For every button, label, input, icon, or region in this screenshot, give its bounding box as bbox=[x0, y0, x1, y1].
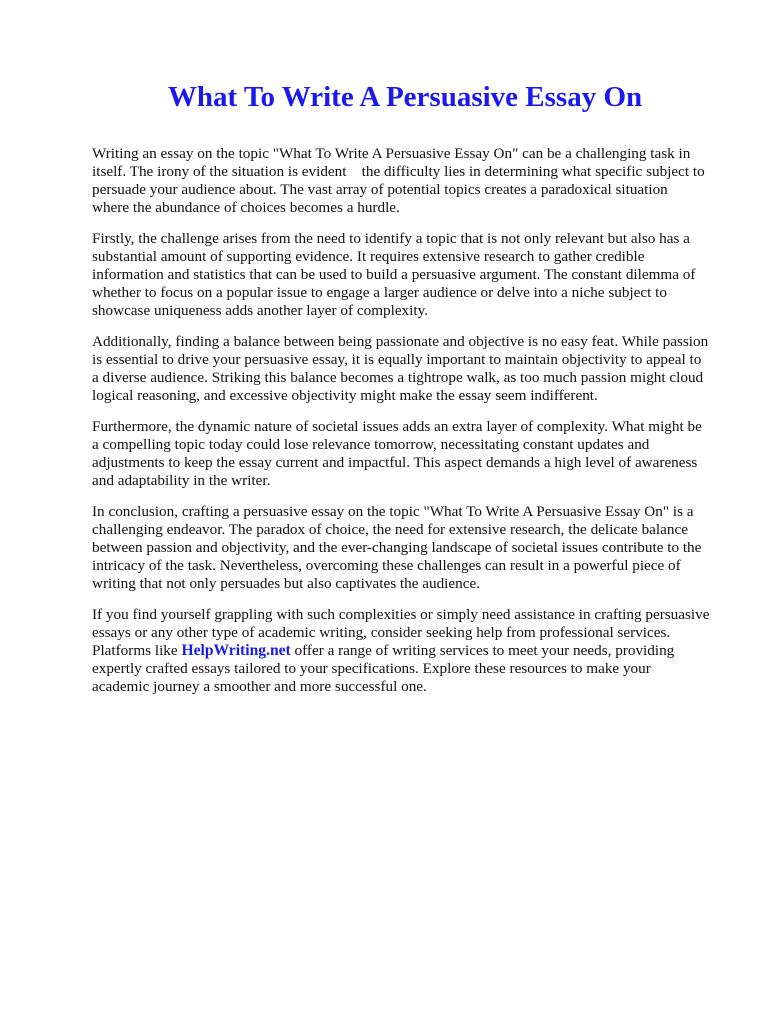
paragraph-line: essays or any other type of academic writing, consider seeking help from professional services. bbox=[92, 624, 671, 641]
paragraph-line: In conclusion, crafting a persuasive essay on the topic "What To Write A Persuasive Essay On" is a bbox=[92, 503, 694, 520]
paragraph-line: information and statistics that can be used to build a persuasive argument. The constant dilemma of bbox=[92, 266, 696, 283]
paragraph-line: is essential to drive your persuasive essay, it is equally important to maintain objectivity to appeal to bbox=[92, 351, 702, 368]
document-title: What To Write A Persuasive Essay On bbox=[167, 81, 643, 113]
helpwriting-link[interactable]: HelpWriting.net bbox=[181, 642, 291, 659]
paragraph bbox=[92, 230, 714, 320]
paragraph-line: a compelling topic today could lose relevance tomorrow, necessitating constant updates and bbox=[92, 436, 650, 453]
paragraph-line: writing that not only persuades but also captivates the audience. bbox=[92, 575, 481, 592]
paragraph-line: If you find yourself grappling with such complexities or simply need assistance in crafting persuasive bbox=[92, 606, 710, 623]
paragraph-line: Writing an essay on the topic "What To Write A Persuasive Essay On" can be a challenging task in bbox=[92, 145, 691, 162]
link-lead-text: Platforms like bbox=[92, 642, 182, 659]
paragraph-line: adjustments to keep the essay current and impactful. This aspect demands a high level of awareness bbox=[92, 454, 698, 471]
paragraph-line: Furthermore, the dynamic nature of societal issues adds an extra layer of complexity. What might be bbox=[92, 418, 702, 435]
paragraph-line: Firstly, the challenge arises from the need to identify a topic that is not only relevant but also has a bbox=[92, 230, 690, 247]
paragraph-line: intricacy of the task. Nevertheless, overcoming these challenges can result in a powerful piece of bbox=[92, 557, 681, 574]
paragraph-line: Additionally, finding a balance between being passionate and objective is no easy feat. While passion bbox=[92, 333, 709, 350]
final-paragraph bbox=[92, 606, 714, 696]
paragraph-line: substantial amount of supporting evidence. It requires extensive research to gather credible bbox=[92, 248, 645, 265]
paragraph-line-with-link bbox=[92, 642, 714, 660]
paragraph-line: logical reasoning, and excessive objectivity might make the essay seem indifferent. bbox=[92, 387, 598, 404]
paragraph-line: showcase uniqueness adds another layer of complexity. bbox=[92, 302, 428, 319]
paragraph-line: itself. The irony of the situation is evident the difficulty lies in determining what specific subject to bbox=[92, 163, 705, 180]
paragraph-line: whether to focus on a popular issue to engage a larger audience or delve into a niche subject to bbox=[92, 284, 667, 301]
paragraph-line: challenging endeavor. The paradox of choice, the need for extensive research, the delicate balance bbox=[92, 521, 688, 538]
paragraph-line: and adaptability in the writer. bbox=[92, 472, 271, 489]
paragraph-line: between passion and objectivity, and the ever-changing landscape of societal issues contribute to the bbox=[92, 539, 702, 556]
paragraph bbox=[92, 418, 714, 490]
paragraph bbox=[92, 145, 714, 217]
body-paragraphs bbox=[92, 145, 708, 696]
paragraph-line: academic journey a smoother and more successful one. bbox=[92, 678, 427, 695]
paragraph-line: where the abundance of choices becomes a hurdle. bbox=[92, 199, 400, 216]
paragraph-line: persuade your audience about. The vast array of potential topics creates a paradoxical situation bbox=[92, 181, 668, 198]
paragraph bbox=[92, 503, 714, 593]
paragraph-line: a diverse audience. Striking this balance becomes a tightrope walk, as too much passion might cloud bbox=[92, 369, 704, 386]
link-trail-text: offer a range of writing services to meet your needs, providing bbox=[290, 642, 675, 659]
paragraph bbox=[92, 333, 714, 405]
paragraph-line: expertly crafted essays tailored to your specifications. Explore these resources to make your bbox=[92, 660, 651, 677]
